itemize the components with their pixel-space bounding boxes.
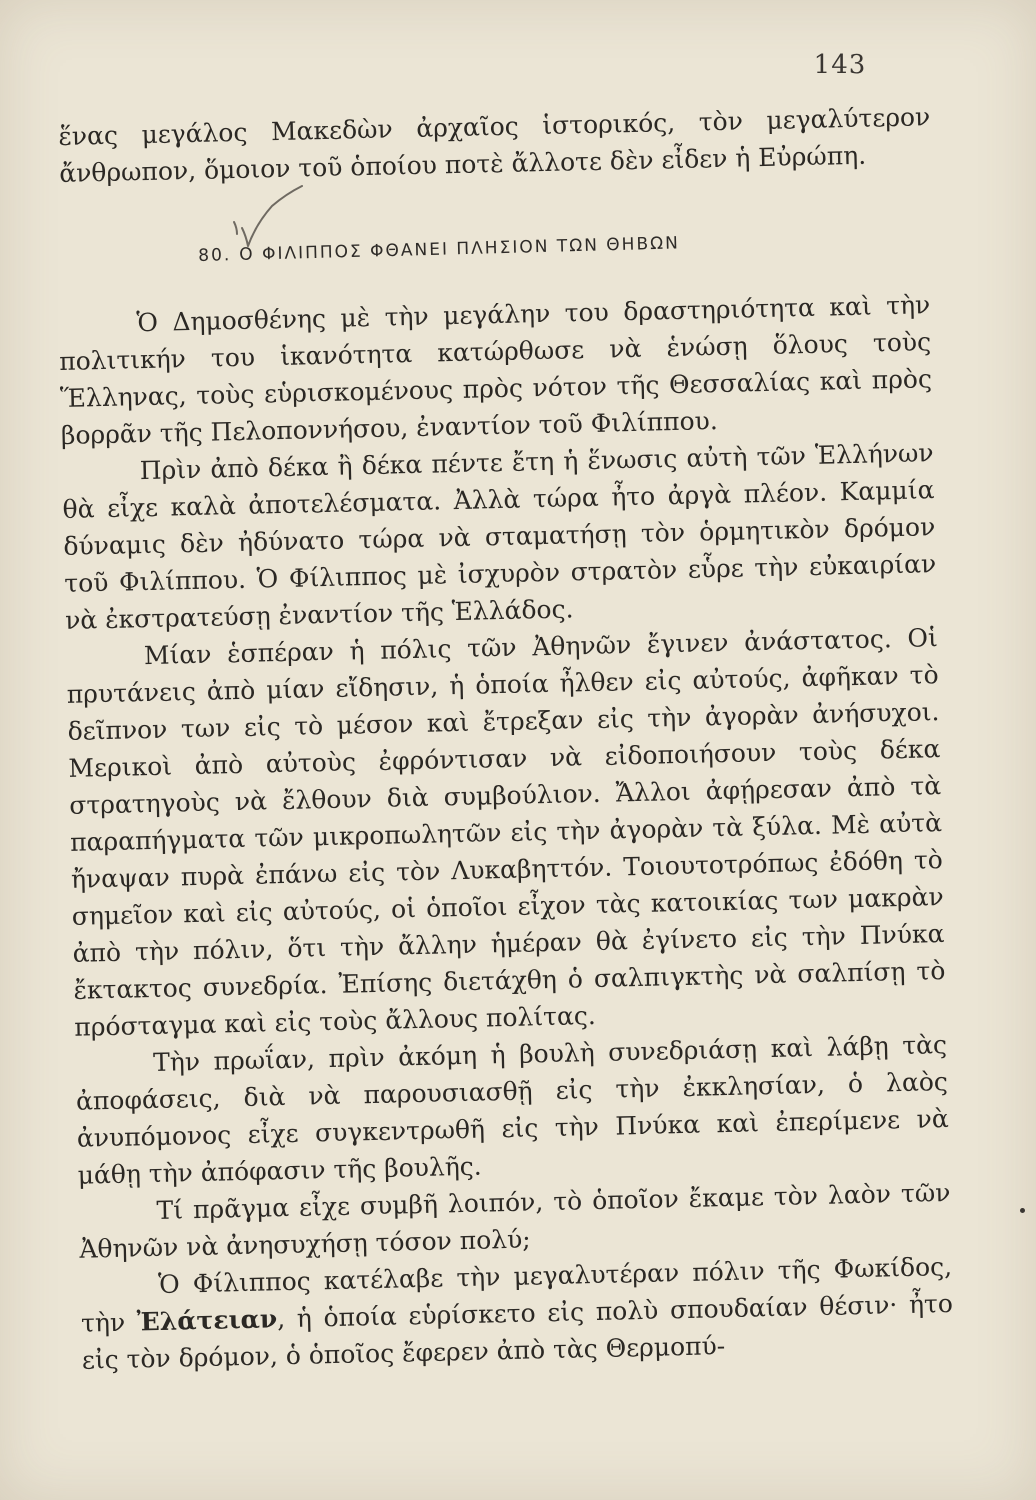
section-title: Ο ΦΙΛΙΠΠΟΣ ΦΘΑΝΕΙ ΠΛΗΣΙΟΝ ΤΩΝ ΘΗΒΩΝ (239, 233, 681, 265)
paragraph-6-end: , ἡ ὁποία εὑρίσκετο εἰς πολὺ σπουδαίαν θέσιν· ἦτο εἰς τὸν δρόμον, ὁ ὁποῖος ἔφερεν ἀπὸ τὰς Θερμοπύ- (81, 1288, 954, 1375)
section-number: 80. (198, 245, 232, 266)
paragraph-1: Ὁ Δημοσθένης μὲ τὴν μεγάλην του δραστηριότητα καὶ τὴν πολιτικήν του ἱκανότητα κατώρθωσε νὰ ἑνώσῃ ὅλους τοὺς Ἕλληνας, τοὺς εὑρισκομένους πρὸς νότον τῆς Θεσσαλίας καὶ πρὸς βορρᾶν τῆς Πελοποννήσου, ἐναντίον τοῦ Φιλίππου. (58, 290, 933, 450)
paragraph-3: Μίαν ἑσπέραν ἡ πόλις τῶν Ἀθηνῶν ἔγινεν ἀνάστατος. Οἱ πρυτάνεις ἀπὸ μίαν εἴδησιν, ἡ ὁποία ἦλθεν εἰς αὐτούς, ἀφῆκαν τὸ δεῖπνον των εἰς τὸ μέσον καὶ ἔτρεξαν εἰς τὴν ἀγορὰν ἀνήσυχοι. Μερικοὶ ἀπὸ αὐτοὺς ἐφρόντισαν νὰ εἰδοποιήσουν τοὺς δέκα στρατηγοὺς νὰ ἔλθουν διὰ συμβούλιον. Ἄλλοι ἀφῄρεσαν ἀπὸ τὰ παραπήγματα τῶν μικροπωλητῶν εἰς τὴν ἀγορὰν τὰ ξύλα. Μὲ αὐτὰ ἤναψαν πυρὰ ἐπάνω εἰς τὸν Λυκαβηττόν. Τοιουτοτρόπως ἐδόθη τὸ σημεῖον καὶ εἰς αὐτούς, οἱ ὁποῖοι εἶχον τὰς κατοικίας των μακρὰν ἀπὸ τὴν πόλιν, ὅτι τὴν ἄλλην ἡμέραν θὰ ἐγίνετο εἰς τὴν Πνύκα ἔκτακτος συνεδρία. Ἐπίσης διετάχθη ὁ σαλπιγκτὴς νὰ σαλπίσῃ τὸ πρόσταγμα καὶ εἰς τοὺς ἄλλους πολίτας. (66, 623, 946, 1042)
paragraph-2: Πρὶν ἀπὸ δέκα ἢ δέκα πέντε ἔτη ἡ ἕνωσις αὐτὴ τῶν Ἑλλήνων θὰ εἶχε καλὰ ἀποτελέσματα. Ἀλλὰ τώρα ἦτο ἀργὰ πλέον. Καμμία δύναμις δὲν ἠδύνατο τώρα νὰ σταματήσῃ τὸν ὁρμητικὸν δρόμον τοῦ Φιλίππου. Ὁ Φίλιππος μὲ ἰσχυρὸν στρατὸν εὗρε τὴν εὐκαιρίαν νὰ ἐκστρατεύσῃ ἐναντίον τῆς Ἑλλάδος. (62, 438, 937, 635)
paragraph-6-start: Ὁ Φίλιππος κατέλαβε τὴν μεγαλυτέραν πόλιν τῆς Φωκίδος, τὴν (80, 1251, 953, 1338)
paragraph-4: Τὴν πρωΐαν, πρὶν ἀκόμη ἡ βουλὴ συνεδριάσῃ καὶ λάβῃ τὰς ἀποφάσεις, διὰ νὰ παρουσιασθῇ εἰς τὴν ἐκκλησίαν, ὁ λαὸς ἀνυπόμονος εἶχε συγκεντρωθῆ εἰς τὴν Πνύκα καὶ ἐπερίμενε νὰ μάθῃ τὴν ἀπόφασιν τῆς βουλῆς. (75, 1030, 949, 1190)
paragraph-6 (80, 1248, 954, 1379)
intro-text-block (58, 98, 931, 192)
intro-paragraph: ἕνας μεγάλος Μακεδὼν ἀρχαῖος ἱστορικός, τὸν μεγαλύτερον ἄνθρωπον, ὅμοιον τοῦ ὁποίου ποτὲ ἄλλοτε δὲν εἶδεν ἡ Εὐρώπη. (58, 102, 931, 188)
body-text-block (58, 286, 954, 1379)
paragraph-6-bold-word: Ἐλάτειαν (136, 1304, 278, 1337)
paragraph-5: Τί πρᾶγμα εἶχε συμβῆ λοιπόν, τὸ ὁποῖον ἔκαμε τὸν λαὸν τῶν Ἀθηνῶν νὰ ἀνησυχήσῃ τόσον πολύ; (79, 1177, 951, 1264)
page-number: 143 (813, 50, 867, 80)
margin-ink-dot (1020, 1208, 1025, 1213)
